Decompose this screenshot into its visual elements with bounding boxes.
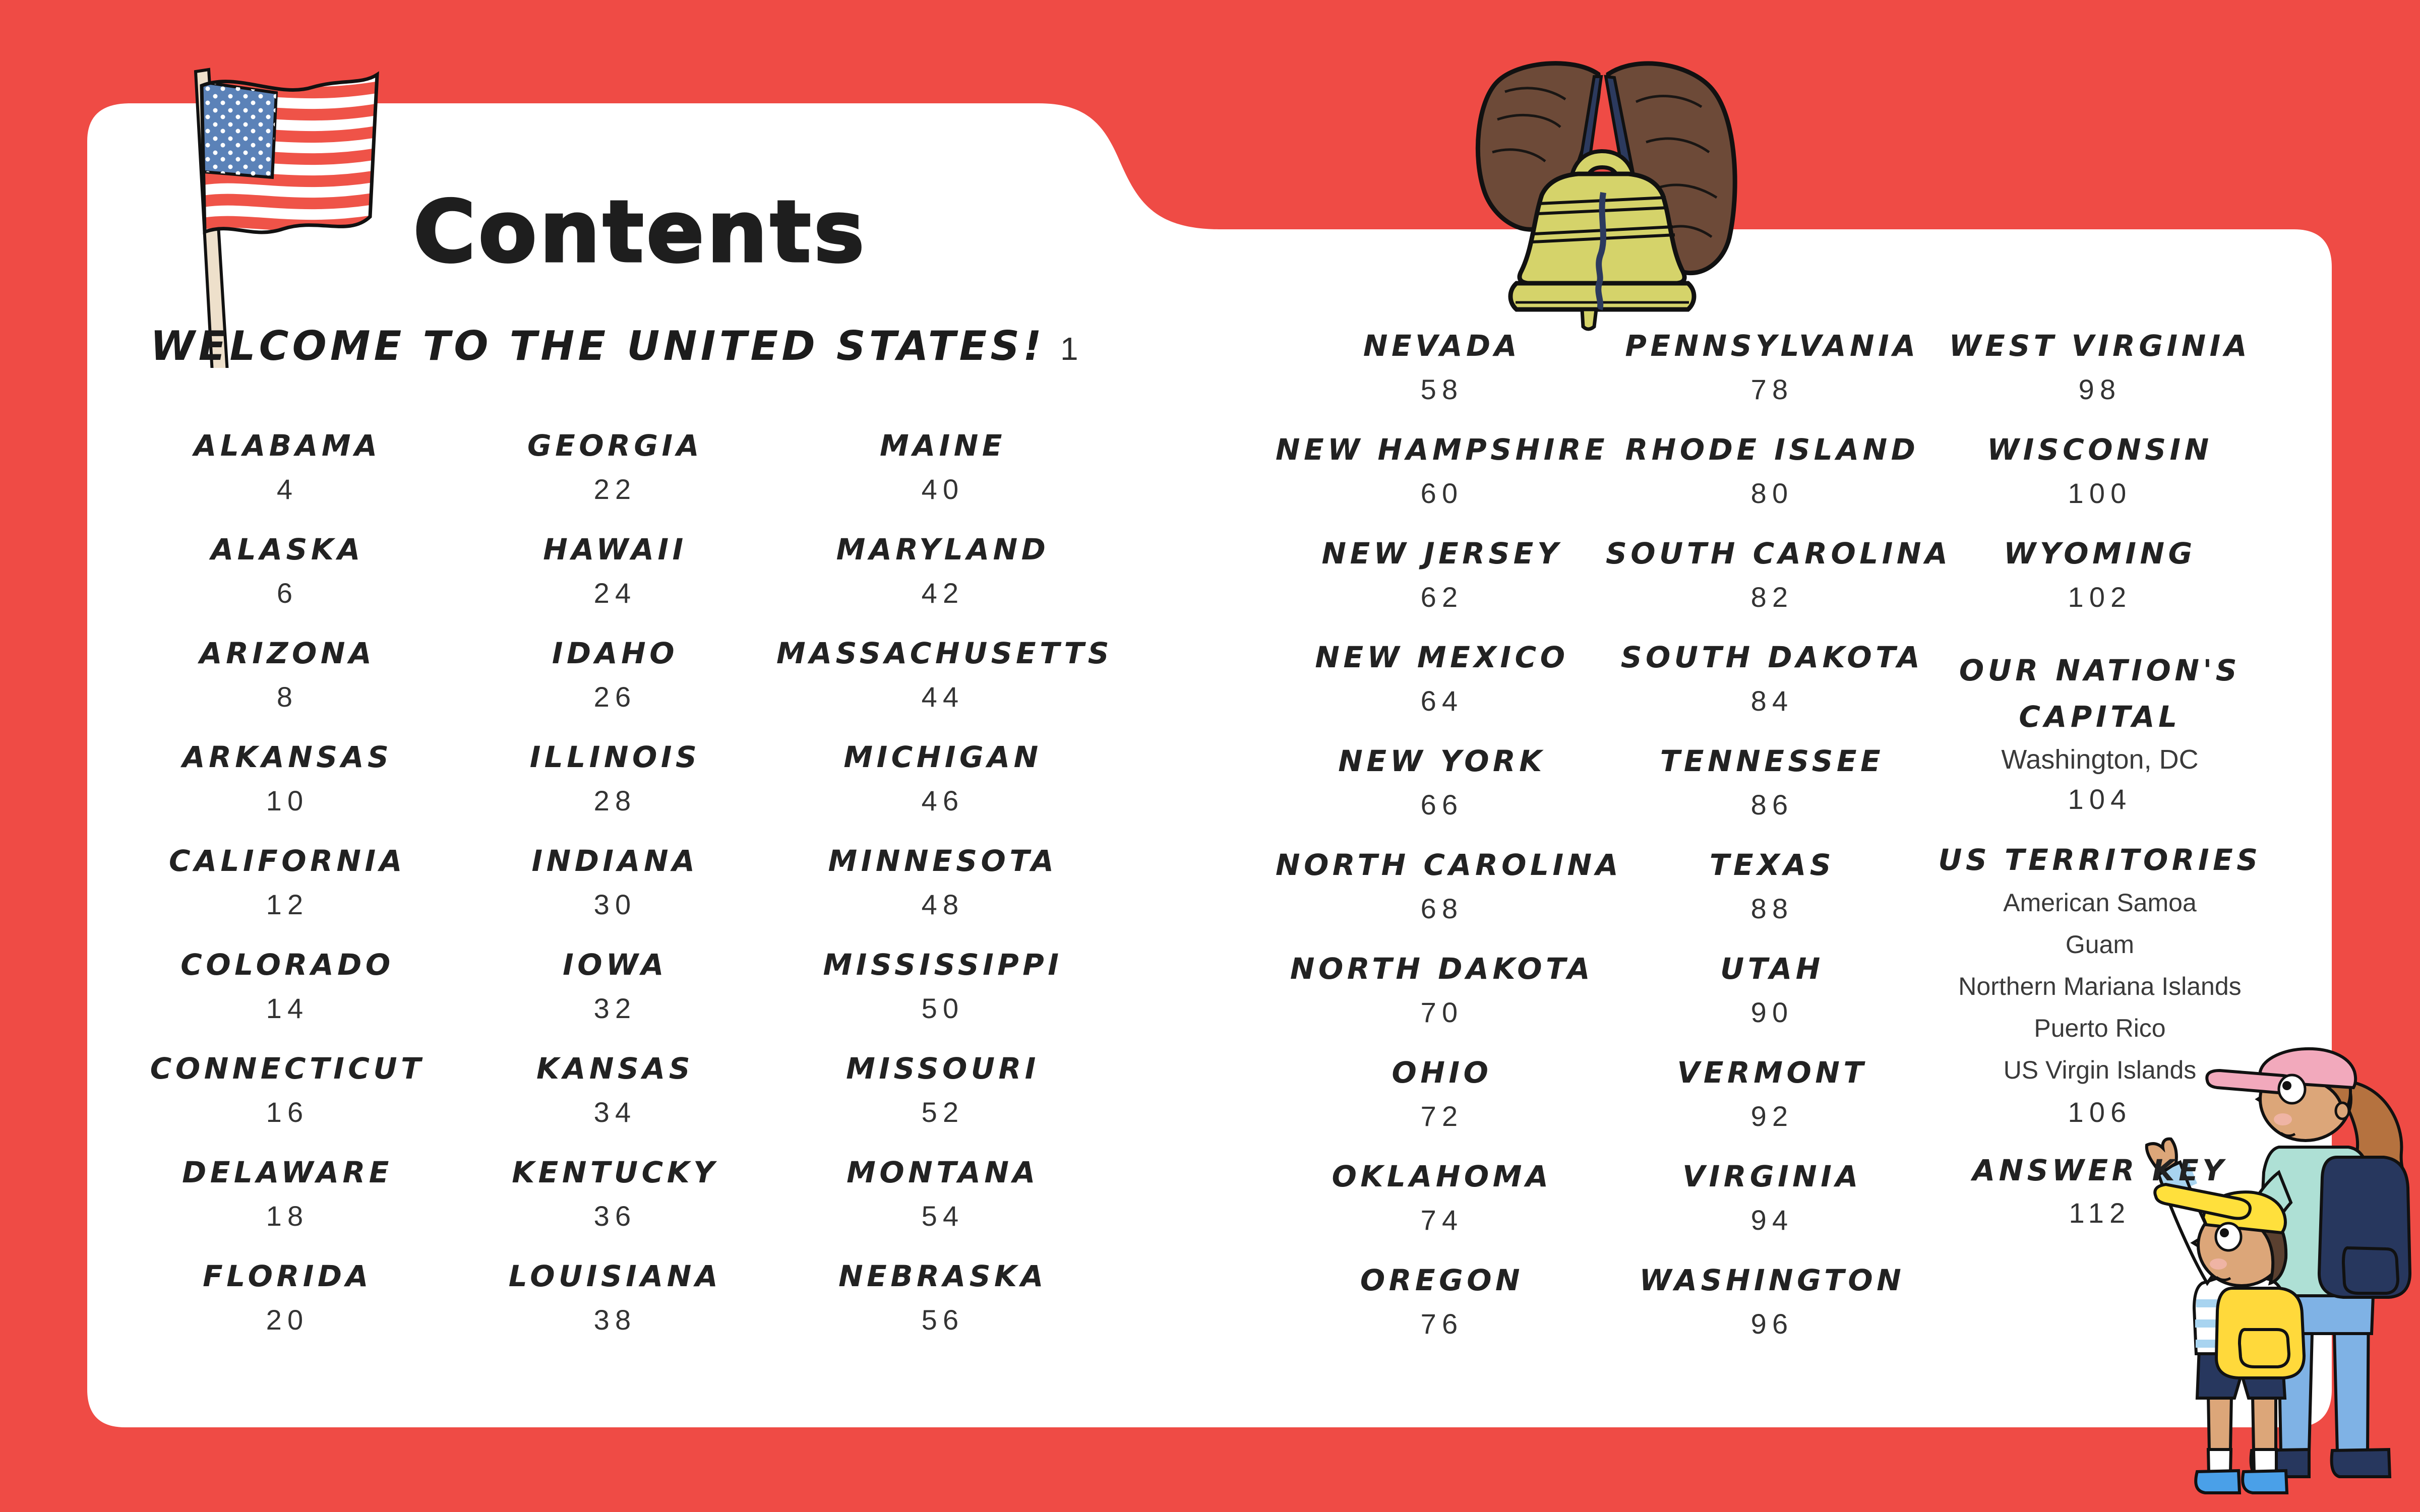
- state-name: TENNESSEE: [1660, 744, 1885, 778]
- toc-entry: [776, 1154, 1109, 1258]
- page-number: 94: [1750, 1204, 1794, 1236]
- page-number: 28: [593, 785, 637, 816]
- liberty-bell-icon: [1457, 26, 1749, 334]
- toc-column-1: [121, 427, 454, 1362]
- state-name: VIRGINIA: [1682, 1159, 1862, 1193]
- toc-entry: [1276, 639, 1608, 743]
- toc-entry: [1276, 743, 1608, 847]
- state-name: MASSACHUSETTS: [776, 636, 1113, 670]
- state-name: OHIO: [1392, 1055, 1492, 1090]
- toc-entry: [1933, 328, 2266, 431]
- page-number: 58: [1420, 373, 1464, 405]
- state-name: WISCONSIN: [1987, 432, 2213, 467]
- section-item: Guam: [2065, 930, 2135, 959]
- toc-entry: [449, 739, 781, 843]
- state-name: PENNSYLVANIA: [1625, 329, 1919, 363]
- page-number: 22: [593, 473, 637, 505]
- state-name: IDAHO: [552, 636, 679, 670]
- page-number: 112: [2069, 1197, 2131, 1229]
- toc-entry: [449, 843, 781, 947]
- state-name: SOUTH CAROLINA: [1606, 536, 1952, 571]
- state-name: ARIZONA: [199, 636, 376, 670]
- state-name: NORTH CAROLINA: [1276, 848, 1622, 882]
- toc-section: [1933, 1148, 2266, 1229]
- toc-entry: [449, 1258, 781, 1362]
- state-name: WYOMING: [2004, 536, 2196, 571]
- welcome-label: WELCOME TO THE UNITED STATES!: [150, 323, 1045, 369]
- toc-entry: [1276, 951, 1608, 1054]
- section-title: CAPITAL: [2019, 700, 2181, 734]
- section-item: American Samoa: [2003, 889, 2197, 917]
- state-name: NEW MEXICO: [1315, 640, 1569, 674]
- state-name: WEST VIRGINIA: [1949, 329, 2251, 363]
- toc-column-2: [449, 427, 781, 1362]
- toc-entry: [1276, 535, 1608, 639]
- state-name: INDIANA: [531, 844, 699, 878]
- toc-entry: [1606, 639, 1939, 743]
- toc-entry: [121, 739, 454, 843]
- state-name: FLORIDA: [203, 1259, 372, 1293]
- page-number: 40: [921, 473, 964, 505]
- toc-entry: [121, 427, 454, 531]
- state-name: MISSISSIPPI: [823, 948, 1063, 982]
- state-name: MONTANA: [846, 1155, 1039, 1189]
- toc-entry: [1606, 847, 1939, 951]
- page-number: 26: [593, 681, 637, 713]
- state-name: ARKANSAS: [182, 740, 393, 774]
- state-name: ILLINOIS: [529, 740, 701, 774]
- toc-entry: [121, 1050, 454, 1154]
- toc-entry: [449, 531, 781, 635]
- page-number: 98: [2078, 373, 2122, 405]
- page-number: 76: [1420, 1308, 1464, 1340]
- toc-entry: [776, 947, 1109, 1050]
- toc-entry: [1606, 951, 1939, 1054]
- toc-entry: [776, 427, 1109, 531]
- toc-column-4: [1276, 328, 1622, 1366]
- page-number: 66: [1420, 789, 1464, 821]
- welcome-entry: [124, 323, 1107, 369]
- page-number: 56: [921, 1304, 964, 1336]
- state-name: CONNECTICUT: [150, 1051, 425, 1086]
- page-number: 32: [593, 992, 637, 1024]
- state-name: CALIFORNIA: [169, 844, 406, 878]
- toc-entry: [1606, 1054, 1939, 1158]
- toc-entry: [449, 635, 781, 739]
- page-number: 12: [266, 889, 309, 920]
- toc-section: [1933, 838, 2266, 1133]
- toc-entry: [1606, 535, 1952, 639]
- page-number: 86: [1750, 789, 1794, 821]
- toc-entry: [449, 1050, 781, 1154]
- page-number: 6: [276, 577, 298, 609]
- welcome-page-number: 1: [1060, 331, 1080, 367]
- toc-entry: [449, 947, 781, 1050]
- page-number: 8: [276, 681, 298, 713]
- toc-entry: [121, 635, 454, 739]
- state-name: OREGON: [1360, 1263, 1524, 1297]
- page-number: 44: [921, 681, 964, 713]
- page-number: 4: [276, 473, 298, 505]
- page-number: 52: [921, 1096, 964, 1128]
- page-number: 42: [921, 577, 964, 609]
- toc-entry: [449, 1154, 781, 1258]
- page-number: 72: [1420, 1100, 1464, 1132]
- section-item: Washington, DC: [2001, 744, 2199, 775]
- toc-entry: [121, 843, 454, 947]
- state-name: HAWAII: [543, 532, 687, 566]
- page-number: 70: [1420, 996, 1464, 1028]
- toc-entry: [449, 427, 781, 531]
- page-number: 84: [1750, 685, 1794, 717]
- toc-entry: [776, 1050, 1109, 1154]
- page-number: 24: [593, 577, 637, 609]
- toc-entry: [1276, 1054, 1608, 1158]
- page-number: 10: [266, 785, 309, 816]
- state-name: NORTH DAKOTA: [1290, 952, 1594, 986]
- section-title: US TERRITORIES: [1938, 843, 2262, 877]
- toc-entry: [776, 635, 1113, 739]
- section-item: Puerto Rico: [2034, 1014, 2166, 1042]
- state-name: NEW HAMPSHIRE: [1276, 432, 1609, 467]
- state-name: ALASKA: [211, 532, 364, 566]
- page-number: 50: [921, 992, 964, 1024]
- page-number: 18: [266, 1200, 309, 1232]
- page-number: 78: [1750, 373, 1794, 405]
- page-number: 36: [593, 1200, 637, 1232]
- page-number: 82: [1750, 581, 1794, 613]
- state-name: VERMONT: [1677, 1055, 1867, 1090]
- section-title: OUR NATION'S: [1959, 653, 2241, 687]
- state-name: NEW YORK: [1338, 744, 1546, 778]
- page-number: 102: [2068, 581, 2132, 613]
- page-number: 74: [1420, 1204, 1464, 1236]
- section-item: Northern Mariana Islands: [1958, 972, 2242, 1000]
- page-number: 14: [266, 992, 309, 1024]
- toc-column-5: [1606, 328, 1952, 1366]
- toc-entry: [1606, 1158, 1939, 1262]
- page-number: 104: [2068, 783, 2132, 815]
- page-number: 88: [1750, 893, 1794, 924]
- state-name: SOUTH DAKOTA: [1620, 640, 1924, 674]
- toc-entry: [121, 947, 454, 1050]
- state-name: NEBRASKA: [838, 1259, 1047, 1293]
- state-name: DELAWARE: [182, 1155, 393, 1189]
- toc-entry: [1606, 328, 1939, 431]
- page-number: 16: [266, 1096, 309, 1128]
- toc-entry: [776, 531, 1109, 635]
- state-name: GEORGIA: [527, 428, 703, 463]
- page-number: 38: [593, 1304, 637, 1336]
- toc-entry: [776, 739, 1109, 843]
- page-number: 34: [593, 1096, 637, 1128]
- toc-entry: [121, 531, 454, 635]
- state-name: TEXAS: [1709, 848, 1835, 882]
- state-name: WASHINGTON: [1639, 1263, 1905, 1297]
- toc-section: [1933, 647, 2266, 820]
- toc-entry: [1276, 431, 1608, 535]
- state-name: MISSOURI: [846, 1051, 1040, 1086]
- state-name: IOWA: [563, 948, 668, 982]
- toc-entry: [1606, 431, 1939, 535]
- page-number: 54: [921, 1200, 964, 1232]
- state-name: MINNESOTA: [828, 844, 1058, 878]
- page-number: 80: [1750, 477, 1794, 509]
- page-number: 46: [921, 785, 964, 816]
- toc-column-6: [1933, 328, 2266, 1229]
- toc-entry: [1276, 328, 1608, 431]
- toc-entry: [1933, 535, 2266, 639]
- toc-entry: [1276, 1158, 1608, 1262]
- toc-entry: [1606, 743, 1939, 847]
- page-number: 20: [266, 1304, 309, 1336]
- page-title: Contents: [413, 182, 868, 281]
- toc-entry: [121, 1258, 454, 1362]
- page-number: 68: [1420, 893, 1464, 924]
- section-title: ANSWER KEY: [1972, 1153, 2227, 1187]
- state-name: MICHIGAN: [843, 740, 1042, 774]
- state-name: COLORADO: [180, 948, 394, 982]
- page-number: 64: [1420, 685, 1464, 717]
- toc-entry: [776, 1258, 1109, 1362]
- state-name: RHODE ISLAND: [1625, 432, 1919, 467]
- state-name: KENTUCKY: [512, 1155, 718, 1189]
- page-number: 90: [1750, 996, 1794, 1028]
- state-name: ALABAMA: [194, 428, 381, 463]
- page-number: 96: [1750, 1308, 1794, 1340]
- state-name: KANSAS: [536, 1051, 694, 1086]
- state-name: MAINE: [879, 428, 1006, 463]
- page-number: 92: [1750, 1100, 1794, 1132]
- state-name: UTAH: [1720, 952, 1824, 986]
- page-number: 62: [1420, 581, 1464, 613]
- state-name: NEVADA: [1363, 329, 1521, 363]
- toc-entry: [121, 1154, 454, 1258]
- page-number: 100: [2068, 477, 2132, 509]
- toc-entry: [1276, 1262, 1608, 1366]
- toc-entry: [1606, 1262, 1939, 1366]
- page-number: 106: [2068, 1096, 2132, 1128]
- toc-entry: [776, 843, 1109, 947]
- page-number: 30: [593, 889, 637, 920]
- page-number: 48: [921, 889, 964, 920]
- toc-column-3: [776, 427, 1113, 1362]
- page-number: 60: [1420, 477, 1464, 509]
- state-name: NEW JERSEY: [1321, 536, 1562, 571]
- state-name: OKLAHOMA: [1332, 1159, 1552, 1193]
- state-name: MARYLAND: [836, 532, 1050, 566]
- section-item: US Virgin Islands: [2003, 1056, 2197, 1084]
- toc-entry: [1276, 847, 1622, 951]
- toc-entry: [1933, 431, 2266, 535]
- state-name: LOUISIANA: [508, 1259, 722, 1293]
